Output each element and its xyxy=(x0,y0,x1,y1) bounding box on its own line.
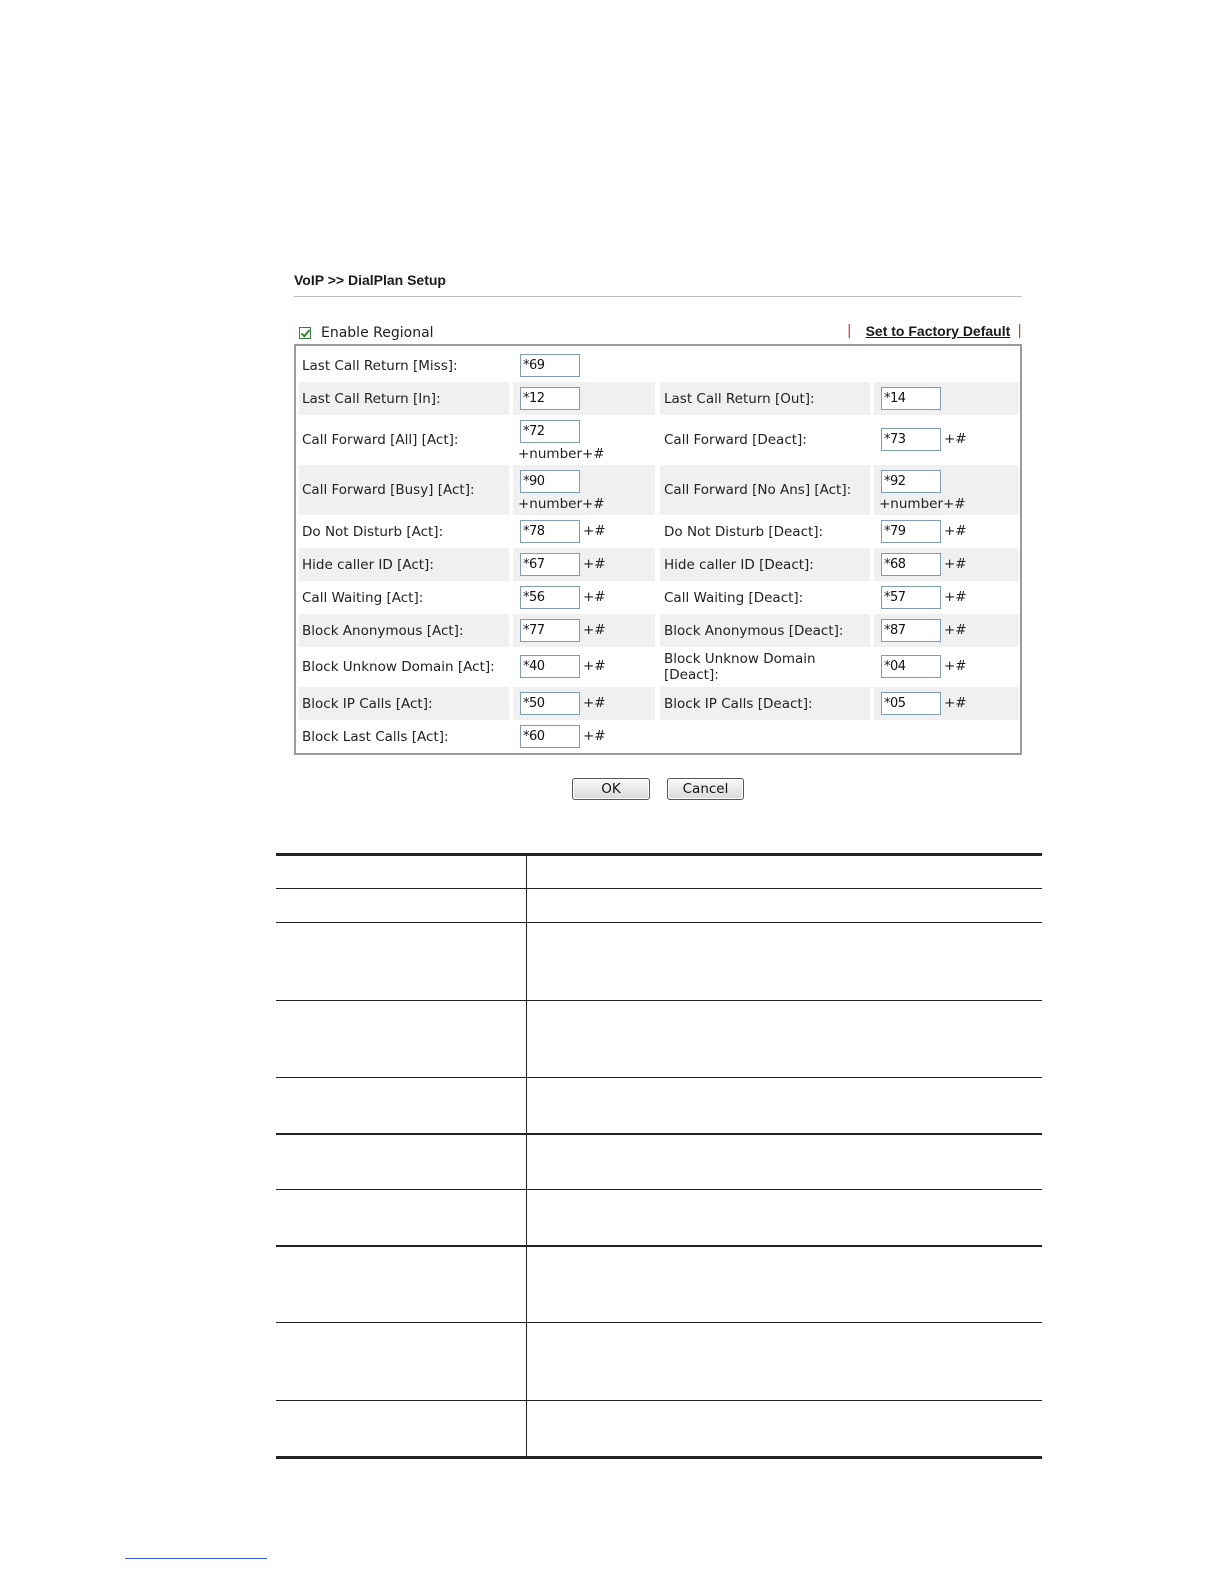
enable-regional-checkbox[interactable] xyxy=(299,327,311,339)
row-block-ip-calls xyxy=(299,687,1019,720)
hint-call-forward-busy: +number+# xyxy=(518,496,605,512)
input-hide-caller-id-act[interactable] xyxy=(520,553,580,576)
separator-right: | xyxy=(1017,323,1022,339)
row-block-anonymous xyxy=(299,614,1019,647)
table-row-divider xyxy=(276,922,1042,923)
label-last-call-return-miss: Last Call Return [Miss]: xyxy=(302,358,458,374)
enable-regional-row[interactable] xyxy=(299,324,434,342)
input-block-anonymous-act[interactable] xyxy=(520,619,580,642)
input-call-waiting-act[interactable] xyxy=(520,586,580,609)
table-row-divider xyxy=(276,1322,1042,1323)
row-last-call-return xyxy=(299,382,1019,415)
input-do-not-disturb-act[interactable] xyxy=(520,520,580,543)
suffix-block-anonymous-act: +# xyxy=(583,622,606,638)
suffix-hide-caller-id-deact: +# xyxy=(944,556,967,572)
label-block-unknow-domain-act: Block Unknow Domain [Act]: xyxy=(302,659,495,675)
table-row-divider xyxy=(276,1000,1042,1001)
suffix-hide-caller-id-act: +# xyxy=(583,556,606,572)
suffix-call-waiting-deact: +# xyxy=(944,589,967,605)
input-block-anonymous-deact[interactable] xyxy=(881,619,941,642)
table-row-divider xyxy=(276,1400,1042,1401)
hint-call-forward-all: +number+# xyxy=(518,446,605,462)
suffix-call-forward-deact: +# xyxy=(944,431,967,447)
input-call-waiting-deact[interactable] xyxy=(881,586,941,609)
table-bottom-border xyxy=(276,1456,1042,1459)
table-column-divider xyxy=(526,855,527,1458)
label-block-last-calls-act: Block Last Calls [Act]: xyxy=(302,729,449,745)
label-last-call-return-out: Last Call Return [Out]: xyxy=(664,391,815,407)
label-block-ip-calls-deact: Block IP Calls [Deact]: xyxy=(664,696,813,712)
label-hide-caller-id-act: Hide caller ID [Act]: xyxy=(302,557,434,573)
label-block-anonymous-deact: Block Anonymous [Deact]: xyxy=(664,623,844,639)
input-call-forward-no-ans-act[interactable] xyxy=(881,470,941,493)
input-call-forward-all-act[interactable] xyxy=(520,420,580,443)
suffix-do-not-disturb-deact: +# xyxy=(944,523,967,539)
input-block-ip-calls-act[interactable] xyxy=(520,692,580,715)
table-row-divider xyxy=(276,1077,1042,1078)
page-title: VoIP >> DialPlan Setup xyxy=(294,272,446,288)
footer-rule xyxy=(125,1558,267,1559)
hint-call-forward-no-ans: +number+# xyxy=(879,496,966,512)
label-call-forward-all-act: Call Forward [All] [Act]: xyxy=(302,432,459,448)
table-row-divider xyxy=(276,888,1042,889)
input-last-call-return-out[interactable] xyxy=(881,387,941,410)
input-block-unknow-domain-deact[interactable] xyxy=(881,655,941,678)
suffix-block-unknow-domain-act: +# xyxy=(583,658,606,674)
label-call-waiting-deact: Call Waiting [Deact]: xyxy=(664,590,804,606)
input-call-forward-deact[interactable] xyxy=(881,428,941,451)
label-call-forward-no-ans-act: Call Forward [No Ans] [Act]: xyxy=(664,482,852,498)
label-do-not-disturb-act: Do Not Disturb [Act]: xyxy=(302,524,444,540)
input-last-call-return-miss[interactable] xyxy=(520,354,580,377)
table-row-divider xyxy=(276,1189,1042,1190)
label-call-forward-busy-act: Call Forward [Busy] [Act]: xyxy=(302,482,475,498)
suffix-call-waiting-act: +# xyxy=(583,589,606,605)
input-block-unknow-domain-act[interactable] xyxy=(520,655,580,678)
set-factory-default-link[interactable]: Set to Factory Default xyxy=(865,323,1011,339)
dialplan-settings-box xyxy=(294,344,1022,755)
row-hide-caller-id xyxy=(299,548,1019,581)
suffix-block-ip-calls-act: +# xyxy=(583,695,606,711)
row-do-not-disturb xyxy=(299,515,1019,548)
suffix-do-not-disturb-act: +# xyxy=(583,523,606,539)
suffix-block-ip-calls-deact: +# xyxy=(944,695,967,711)
input-hide-caller-id-deact[interactable] xyxy=(881,553,941,576)
row-last-call-return-miss xyxy=(299,349,1019,382)
row-block-last-calls xyxy=(299,720,1019,753)
suffix-block-last-calls-act: +# xyxy=(583,728,606,744)
input-call-forward-busy-act[interactable] xyxy=(520,470,580,493)
label-do-not-disturb-deact: Do Not Disturb [Deact]: xyxy=(664,524,824,540)
ok-button[interactable]: OK xyxy=(572,778,650,800)
row-call-forward-busy xyxy=(299,465,1019,515)
row-call-forward-all xyxy=(299,415,1019,465)
input-block-last-calls-act[interactable] xyxy=(520,725,580,748)
label-block-ip-calls-act: Block IP Calls [Act]: xyxy=(302,696,433,712)
label-hide-caller-id-deact: Hide caller ID [Deact]: xyxy=(664,557,814,573)
label-call-waiting-act: Call Waiting [Act]: xyxy=(302,590,424,606)
factory-default-area xyxy=(847,323,1022,339)
label-last-call-return-in: Last Call Return [In]: xyxy=(302,391,441,407)
cancel-button[interactable]: Cancel xyxy=(667,778,744,800)
separator-left: | xyxy=(846,323,852,339)
suffix-block-anonymous-deact: +# xyxy=(944,622,967,638)
input-last-call-return-in[interactable] xyxy=(520,387,580,410)
suffix-block-unknow-domain-deact: +# xyxy=(944,658,967,674)
table-top-border xyxy=(276,853,1042,856)
title-divider xyxy=(294,296,1022,297)
label-call-forward-deact: Call Forward [Deact]: xyxy=(664,432,807,448)
label-block-anonymous-act: Block Anonymous [Act]: xyxy=(302,623,464,639)
input-block-ip-calls-deact[interactable] xyxy=(881,692,941,715)
input-do-not-disturb-deact[interactable] xyxy=(881,520,941,543)
table-row-divider xyxy=(276,1133,1042,1135)
row-block-unknow-domain xyxy=(299,647,1019,687)
enable-regional-label: Enable Regional xyxy=(321,325,434,341)
table-row-divider xyxy=(276,1245,1042,1247)
row-call-waiting xyxy=(299,581,1019,614)
label-block-unknow-domain-deact: Block Unknow Domain [Deact]: xyxy=(664,651,816,683)
